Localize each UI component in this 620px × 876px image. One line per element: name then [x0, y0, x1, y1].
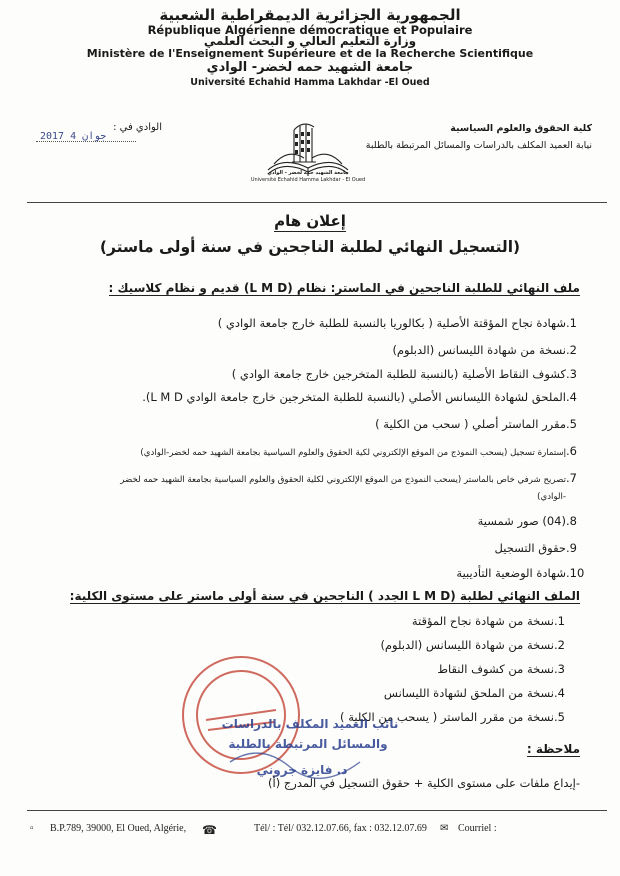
logo-caption-ar: جامعة الشهيد حمه لخضر - الوادي [267, 170, 349, 176]
list-item [375, 417, 588, 431]
list-item-continuation: -الوادي) [537, 492, 566, 502]
list-item-number: 4. [554, 686, 565, 700]
section2-heading-text: الملف النهائي لطلبة (L M D الجدد ) الناجحين في سنة أولى ماستر على مستوى الكلية: [69, 589, 580, 603]
notes-line: -إيداع ملفات على مستوى الكلية + حقوق التسجيل في المدرج (أ) [268, 776, 580, 790]
list-item-text: حقوق التسجيل [494, 541, 566, 555]
list-item-number: 5. [554, 710, 565, 724]
email-icon: ✉ [440, 823, 449, 834]
header-university-ar: جامعة الشهيد حمه لخضر- الوادي [206, 60, 414, 75]
header-ministry-ar: وزارة التعليم العالي و البحث العلمي [203, 34, 417, 48]
list-item-number: 6. [566, 444, 577, 458]
list-item-text: (04) صور شمسية [477, 514, 566, 528]
faculty-name: كلية الحقوق والعلوم السياسية [450, 123, 592, 134]
logo-caption-fr: Université Echahid Hamma Lakhdar - El Oued [250, 177, 366, 183]
footer-email: Courriel : [458, 823, 497, 834]
list-item-text: تصريح شرفي خاص بالماستر (يسحب النموذج من الموقع الإلكتروني لكلية الحقوق والعلوم السياسية بجامعة الشهيد حمه لخضر [120, 475, 566, 485]
footer-address: B.P.789, 39000, El Oued, Algérie, [50, 823, 187, 834]
footer-phone: Tél/ : Tél/ 032.12.07.66, fax : 032.12.07.69 [254, 823, 427, 834]
list-item-text: نسخة من شهادة نجاح المؤقتة [411, 614, 554, 628]
footer [24, 823, 604, 839]
list-item [142, 390, 588, 404]
phone-icon: ☎ [202, 823, 217, 837]
header-republic-fr: République Algérienne démocratique et Populaire [147, 23, 473, 37]
announcement-subtitle: (التسجيل النهائي لطلبة الناجحين في سنة أولى ماستر) [99, 238, 521, 256]
vice-dean-office: نيابة العميد المكلف بالدراسات والمسائل المرتبطة بالطلبة [365, 140, 592, 151]
list-item-number: 2. [566, 343, 577, 357]
date-stamp: 2017 4 جوان [40, 131, 107, 142]
list-item-number: 3. [566, 367, 577, 381]
section1-heading [109, 281, 580, 295]
list-item-text: شهادة الوضعية التأديبية [456, 566, 566, 580]
list-item-number: 10. [566, 566, 585, 580]
announcement-title-text: إعلان هام [274, 212, 346, 230]
list-item-number: 4. [566, 390, 577, 404]
date-dotted-line [36, 141, 136, 142]
header-divider [27, 202, 607, 203]
faculty-block [366, 120, 592, 154]
signature-role-line1: نائب العميد المكلف بالدراسات [221, 717, 399, 731]
list-item [380, 638, 578, 652]
list-item [478, 514, 588, 528]
list-item [412, 614, 578, 628]
list-item-text: نسخة من كشوف النقاط [437, 662, 554, 676]
list-item-number: 5. [566, 417, 577, 431]
notes-title [527, 742, 580, 756]
list-item-text: نسخة من مقرر الماستر ( يسحب من الكلية ) [340, 710, 554, 724]
mailbox-icon: ▫ [30, 823, 34, 834]
signature-role-line2: والمسائل المرتبطة بالطلبة [228, 737, 388, 751]
list-item-number: 1. [554, 614, 565, 628]
list-item-text: نسخة من شهادة الليسانس (الدبلوم) [380, 638, 554, 652]
list-item [437, 662, 578, 676]
header-ministry-fr: Ministère de l'Enseignement Supérieure et de la Recherche Scientifique [86, 47, 534, 60]
list-item [495, 541, 588, 555]
list-item-text: نسخة من شهادة الليسانس (الدبلوم) [392, 343, 566, 357]
list-item-text: مقرر الماستر أصلي ( سحب من الكلية ) [375, 417, 566, 431]
list-item [384, 686, 578, 700]
announcement-title [0, 212, 620, 230]
list-item-number: 1. [566, 316, 577, 330]
list-item-text: إستمارة تسجيل (يسحب النموذج من الموقع الإلكتروني لكية الحقوق والعلوم السياسية بجامعة الشهيد حمه لخضر-الوادي) [140, 448, 566, 458]
list-item-number: 2. [554, 638, 565, 652]
list-item [140, 444, 588, 458]
list-item [120, 471, 588, 485]
list-item-number: 8. [566, 514, 577, 528]
list-item-text: الملحق لشهادة الليسانس الأصلي (بالنسبة للطلبة المتخرجين خارج جامعة الوادي L M D). [142, 390, 566, 404]
date-label: الوادي في : [113, 122, 162, 133]
section1-heading-text: ملف النهائي للطلبة الناجحين في الماستر: نظام (L M D) قديم و نظام كلاسيك : [108, 281, 580, 295]
footer-divider [27, 810, 607, 811]
logo-caption [246, 170, 370, 184]
header-university-fr: Université Echahid Hamma Lakhdar -El Oued [190, 77, 430, 88]
list-item-text: شهادة نجاح المؤقتة الأصلية ( بكالوريا بالنسبة للطلبة خارج جامعة الوادي ) [217, 316, 566, 330]
list-item [232, 367, 588, 381]
list-item-text: كشوف النقاط الأصلية (بالنسبة للطلبة المتخرجين خارج جامعة الوادي ) [231, 367, 566, 381]
notes-title-text: ملاحظة : [526, 742, 580, 756]
signature-name: د. فايزة جروني [256, 763, 348, 777]
list-item [392, 343, 588, 357]
header-republic-ar: الجمهورية الجزائرية الديمقراطية الشعبية [159, 6, 461, 24]
list-item [456, 566, 588, 580]
list-item [218, 316, 588, 330]
section2-heading [70, 589, 580, 603]
date-block [40, 122, 180, 142]
list-item-number: 3. [554, 662, 565, 676]
list-item-text: نسخة من الملحق لشهادة الليسانس [383, 686, 554, 700]
list-item-number: 7. [566, 471, 577, 485]
list-item-number: 9. [566, 541, 577, 555]
